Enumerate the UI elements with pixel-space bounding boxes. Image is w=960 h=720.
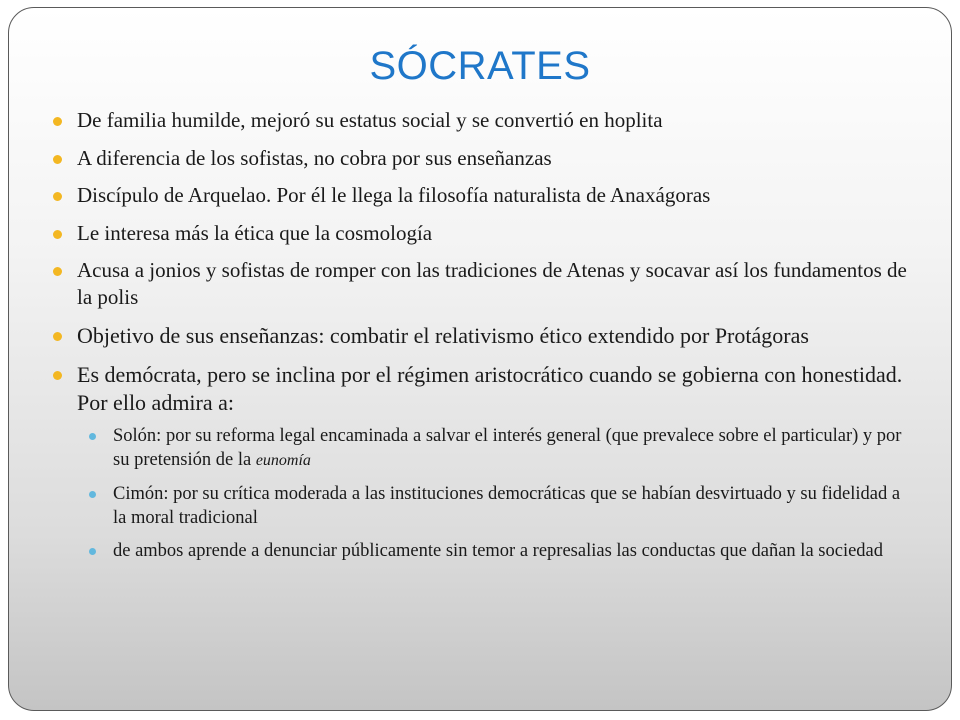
bullet-item [53,257,913,311]
slide-content [53,107,913,572]
sub-bullet-item [89,539,913,563]
bullet-dot-icon [53,267,62,276]
sub-bullet-text: Cimón: por su crítica moderada a las instituciones democráticas que se habían desvirtuado y su fidelidad a la moral tradicional [113,484,901,528]
bullet-text: De familia humilde, mejoró su estatus social y se convertió en hoplita [77,108,663,132]
sub-bullet-item [89,482,913,530]
sub-bullet-text: de ambos aprende a denunciar públicamente sin temor a represalias las conductas que dañan la sociedad [113,541,884,561]
sub-bullet-list [53,424,913,563]
slide-title: SÓCRATES [369,44,591,88]
bullet-text: Es demócrata, pero se inclina por el régimen aristocrático cuando se gobierna con honestidad. Por ello admira a: [77,361,903,415]
bullet-dot-icon [53,332,62,341]
sub-bullet-dot-icon [89,548,96,555]
bullet-text: Objetivo de sus enseñanzas: combatir el relativismo ético extendido por Protágoras [77,322,809,348]
bullet-dot-icon [53,155,62,164]
sub-bullet-dot-icon [89,433,96,440]
bullet-text: Le interesa más la ética que la cosmología [77,220,433,245]
bullet-item [53,107,913,134]
bullet-item [53,145,913,172]
sub-bullet-text: Solón: por su reforma legal encaminada a salvar el interés general (que prevalece sobre el particular) y por su pretensión de la [113,426,902,470]
bullet-dot-icon [53,371,62,380]
bullet-dot-icon [53,230,62,239]
bullet-text: Acusa a jonios y sofistas de romper con las tradiciones de Atenas y socavar así los fundamentos de la polis [77,258,907,309]
bullet-item [53,361,913,418]
bullet-dot-icon [53,117,62,126]
bullet-item [53,182,913,209]
slide [8,7,952,711]
sub-bullet-item [89,424,913,473]
bullet-text: Discípulo de Arquelao. Por él le llega la filosofía naturalista de Anaxágoras [77,183,711,207]
bullet-item [53,220,913,247]
bullet-item [53,322,913,351]
bullet-dot-icon [53,192,62,201]
bullet-text: A diferencia de los sofistas, no cobra por sus enseñanzas [77,145,552,170]
emphasis-term: eunomía [255,452,311,469]
sub-bullet-dot-icon [89,491,96,498]
